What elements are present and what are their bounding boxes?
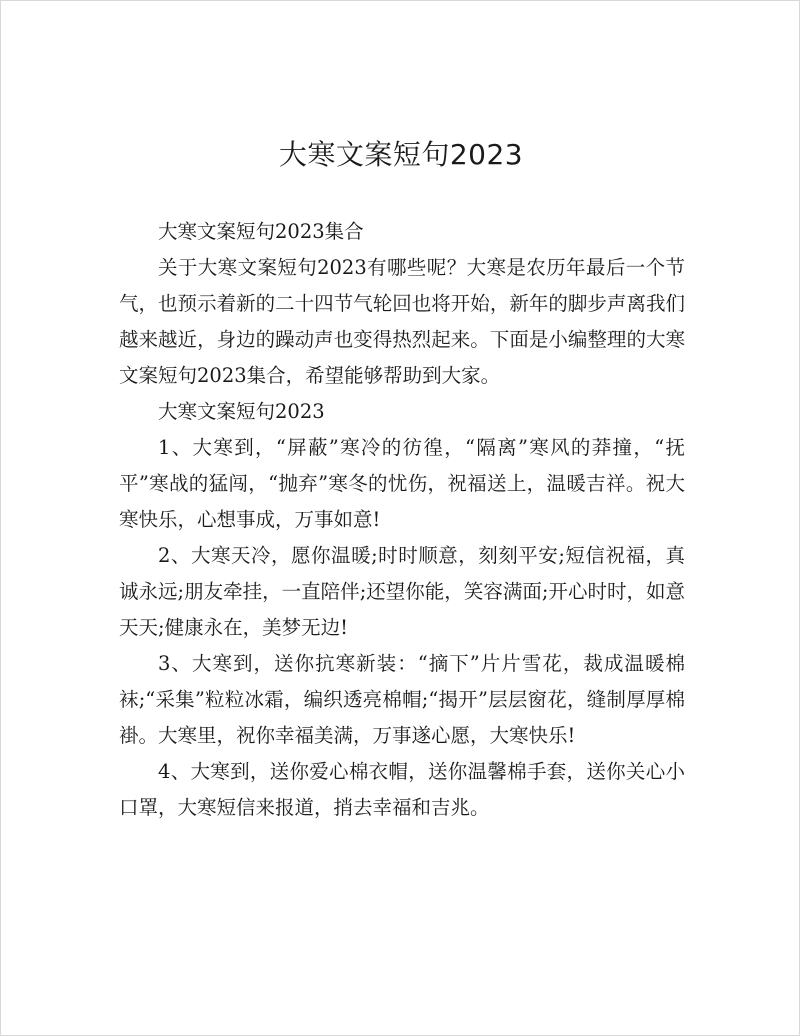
item-paragraph-4: 4、大寒到，送你爱心棉衣帽，送你温馨棉手套，送你关心小口罩，大寒短信来报道，捎去幸福和吉兆。: [119, 760, 685, 819]
intro-paragraph: 关于大寒文案短句2023有哪些呢？大寒是农历年最后一个节气，也预示着新的二十四节气轮回也将开始，新年的脚步声离我们越来越近，身边的躁动声也变得热烈起来。下面是小编整理的大寒文案短句2023集合，希望能够帮助到大家。: [119, 256, 685, 387]
section-heading: 大寒文案短句2023: [158, 400, 325, 423]
document-title: 大寒文案短句2023: [278, 138, 524, 171]
subtitle-paragraph: 大寒文案短句2023集合: [158, 220, 364, 243]
item-paragraph-2: 2、大寒天冷，愿你温暖;时时顺意，刻刻平安;短信祝福，真诚永远;朋友牵挂，一直陪伴;还望你能，笑容满面;开心时时，如意天天;健康永在，美梦无边!: [119, 544, 685, 639]
item-paragraph-1: 1、大寒到，“屏蔽”寒冷的彷徨，“隔离”寒风的莽撞，“抚平”寒战的猛闯，“抛弃”寒冬的忧伤，祝福送上，温暖吉祥。祝大寒快乐，心想事成，万事如意!: [119, 436, 685, 531]
document-body: [119, 214, 685, 826]
item-paragraph-3: 3、大寒到，送你抗寒新装：“摘下”片片雪花，裁成温暖棉袜;“采集”粒粒冰霜，编织透亮棉帽;“揭开”层层窗花，缝制厚厚棉褂。大寒里，祝你幸福美满，万事遂心愿，大寒快乐!: [119, 652, 685, 747]
